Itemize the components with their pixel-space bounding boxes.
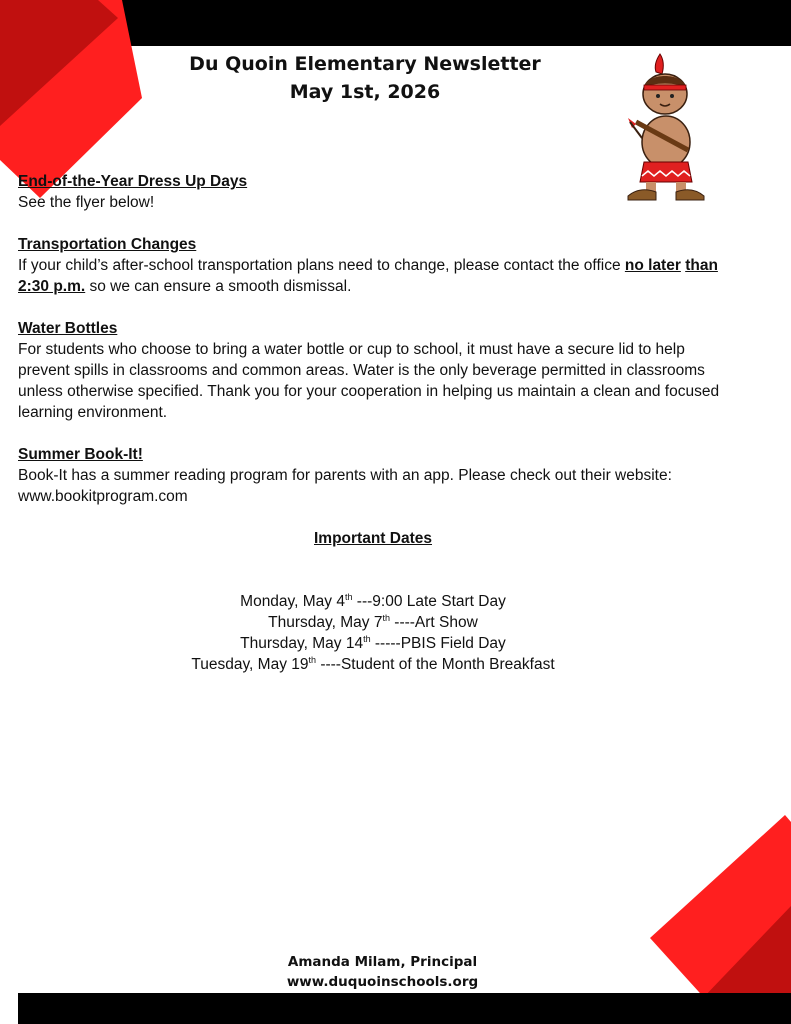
date-item xyxy=(18,654,728,675)
date-ordinal: th xyxy=(308,654,317,665)
section-dress-up-days xyxy=(18,171,728,213)
date-item xyxy=(18,591,728,612)
newsletter-title: Du Quoin Elementary Newsletter xyxy=(189,53,541,75)
date-day: Thursday, May 14 xyxy=(240,635,364,652)
newsletter-content xyxy=(18,171,728,675)
body-text: If your child’s after-school transportation plans need to change, please contact the office xyxy=(18,257,625,274)
section-transportation xyxy=(18,234,728,297)
section-body: For students who choose to bring a water bottle or cup to school, it must have a secure lid to help prevent spills in classrooms and common areas. Water is the only beverage permitted in classrooms unless otherwise specified. Thank you for your cooperation in helping us maintain a clean and focused learning environment. xyxy=(18,341,720,421)
date-day: Thursday, May 7 xyxy=(268,614,383,631)
date-event: ----Art Show xyxy=(389,614,478,631)
section-body: See the flyer below! xyxy=(18,194,155,211)
date-item xyxy=(18,612,728,633)
emphasis-no-later: no later xyxy=(624,257,681,274)
principal-name: Amanda Milam, Principal xyxy=(287,954,478,970)
section-summer-book-it xyxy=(18,444,728,507)
bottom-black-bar xyxy=(18,993,791,1024)
section-heading: Transportation Changes xyxy=(18,236,197,253)
section-heading: End-of-the-Year Dress Up Days xyxy=(18,173,248,190)
section-water-bottles xyxy=(18,318,728,423)
section-heading: Water Bottles xyxy=(18,320,118,337)
emphasis-time: than 2:30 p.m. xyxy=(18,257,718,295)
date-item xyxy=(18,633,728,654)
top-left-corner-decoration xyxy=(0,0,150,200)
date-event: ---9:00 Late Start Day xyxy=(352,593,506,610)
section-body: Book-It has a summer reading program for parents with an app. Please check out their website: www.bookitprogram.com xyxy=(18,467,672,505)
date-event: ----Student of the Month Breakfast xyxy=(316,656,555,673)
date-ordinal: th xyxy=(382,612,390,623)
date-ordinal: th xyxy=(363,633,371,644)
newsletter-date: May 1st, 2026 xyxy=(289,81,441,103)
date-ordinal: th xyxy=(344,591,353,602)
important-dates-heading: Important Dates xyxy=(314,530,432,547)
newsletter-footer xyxy=(200,952,565,992)
section-heading: Summer Book-It! xyxy=(18,446,143,463)
school-website[interactable]: www.duquoinschools.org xyxy=(286,974,479,990)
bottom-right-corner-decoration xyxy=(640,810,791,1024)
date-day: Tuesday, May 19 xyxy=(191,656,309,673)
section-body xyxy=(18,255,728,297)
body-text: so we can ensure a smooth dismissal. xyxy=(85,278,352,295)
newsletter-header xyxy=(140,50,590,106)
important-dates-list xyxy=(18,591,728,675)
date-day: Monday, May 4 xyxy=(240,593,345,610)
date-event: -----PBIS Field Day xyxy=(370,635,506,652)
